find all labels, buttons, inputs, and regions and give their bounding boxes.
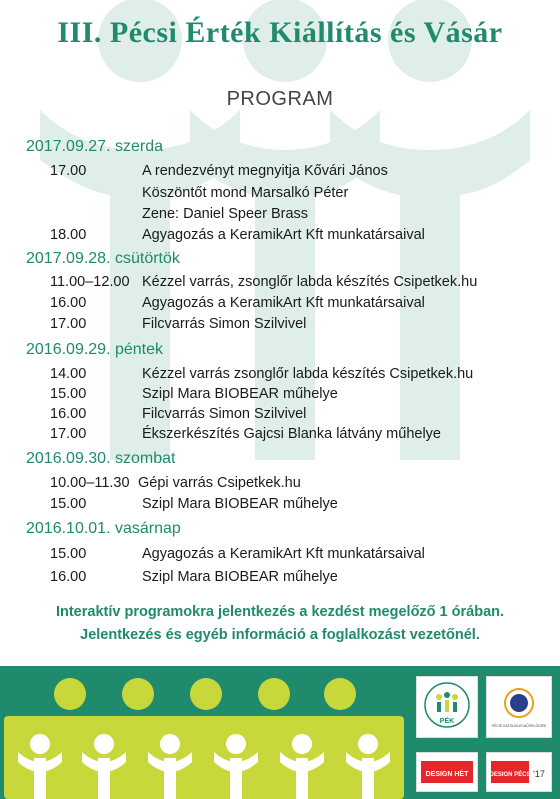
bottom-band	[0, 666, 560, 799]
day-header-5: 2016.10.01. vasárnap	[26, 520, 181, 537]
row-time: 15.00	[50, 386, 87, 402]
row-time: 17.00	[50, 426, 87, 442]
design-week-label: DESIGN PÉCS	[489, 772, 531, 778]
row-time: 15.00	[50, 496, 87, 512]
page-title: III. Pécsi Érték Kiállítás és Vásár	[57, 16, 503, 49]
row-desc: Szipl Mara BIOBEAR műhelye	[142, 569, 338, 585]
row-desc: Filcvarrás Simon Szilvivel	[142, 316, 307, 332]
day-header-1: 2017.09.27. szerda	[26, 138, 163, 155]
row-time: 16.00	[50, 406, 87, 422]
row-time: 17.00	[50, 316, 87, 332]
footer-note-1: Interaktív programokra jelentkezés a kezdést megelőző 1 órában.	[55, 604, 505, 620]
seal-logo-text: PÉCSI KATOLIKUS MŰVELŐDÉSI	[491, 724, 547, 728]
footer-note-2: Jelentkezés és egyéb információ a foglalkozást vezetőnél.	[80, 627, 480, 643]
row-desc: Ékszerkészítés Gajcsi Blanka látvány műhelye	[142, 426, 441, 442]
design-het-label: DESIGN HÉT	[425, 771, 469, 778]
row-desc: Kézzel varrás zsonglőr labda készítés Csipetkek.hu	[142, 366, 474, 382]
row-desc: Zene: Daniel Speer Brass	[142, 206, 309, 222]
day-header-2: 2017.09.28. csütörtök	[26, 250, 180, 267]
row-time: 15.00	[50, 546, 87, 562]
row-desc: Köszöntőt mond Marsalkó Péter	[142, 185, 349, 201]
row-desc: Filcvarrás Simon Szilvivel	[142, 406, 307, 422]
pek-logo	[416, 676, 478, 738]
figures-illustration	[0, 666, 410, 799]
row-desc: Agyagozás a KeramikArt Kft munkatársaival	[142, 546, 425, 562]
seal-logo	[486, 676, 552, 738]
row-time: 14.00	[50, 366, 87, 382]
program-heading: PROGRAM	[226, 88, 334, 110]
pek-logo-label: PÉK	[439, 718, 455, 725]
day-header-4: 2016.09.30. szombat	[26, 450, 176, 467]
day-header-3: 2016.09.29. péntek	[26, 341, 164, 358]
row-time: 11.00–12.00	[50, 274, 130, 290]
row-desc: Gépi varrás Csipetkek.hu	[138, 475, 301, 491]
row-desc: Agyagozás a KeramikArt Kft munkatársaival	[142, 227, 425, 243]
row-time: 17.00	[50, 163, 87, 179]
row-desc: A rendezvényt megnyitja Kővári János	[142, 163, 388, 179]
row-time: 18.00	[50, 227, 87, 243]
design-het-logo	[416, 752, 478, 792]
row-desc: Agyagozás a KeramikArt Kft munkatársaival	[142, 295, 425, 311]
row-time: 16.00	[50, 569, 87, 585]
row-desc: Szipl Mara BIOBEAR műhelye	[142, 496, 338, 512]
row-desc: Szipl Mara BIOBEAR műhelye	[142, 386, 338, 402]
design-week-logo	[486, 752, 552, 792]
design-week-year: '17	[533, 769, 545, 779]
row-time: 16.00	[50, 295, 87, 311]
row-time: 10.00–11.30	[50, 475, 130, 491]
row-desc: Kézzel varrás, zsonglőr labda készítés Csipetkek.hu	[142, 274, 478, 290]
